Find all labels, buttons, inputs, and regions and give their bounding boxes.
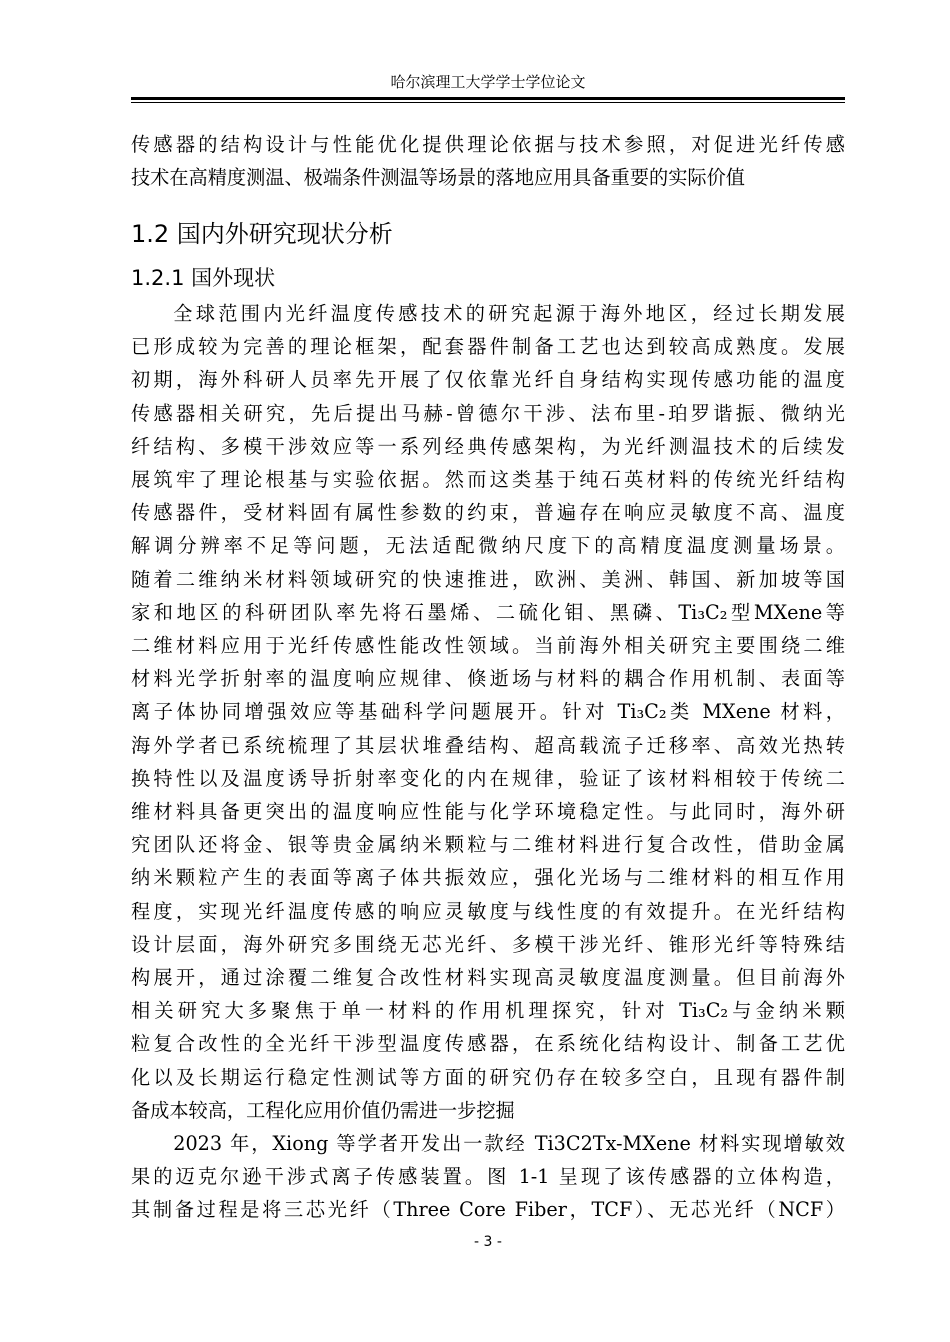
text-line: 程度，实现光纤温度传感的响应灵敏度与线性度的有效提升。在光纤结构 [131, 899, 845, 923]
text-line: 备成本较高，工程化应用价值仍需进一步挖掘 [131, 1098, 515, 1122]
paragraph-xiong [131, 1127, 845, 1227]
text-line: 果的迈克尔逊干涉式离子传感装置。图 1-1 呈现了该传感器的立体构造， [131, 1165, 845, 1189]
subsection-heading: 1.2.1 国外现状 [131, 266, 276, 290]
text-line: 构展开，通过涂覆二维复合改性材料实现高灵敏度温度测量。但目前海外 [131, 966, 845, 990]
text-line: 海外学者已系统梳理了其层状堆叠结构、超高载流子迁移率、高效光热转 [131, 733, 845, 757]
text-line: 相关研究大多聚焦于单一材料的作用机理探究，针对 Ti₃C₂与金纳米颗 [131, 999, 845, 1023]
text-line: 换特性以及温度诱导折射率变化的内在规律，验证了该材料相较于传统二 [131, 766, 845, 790]
text-line: 其制备过程是将三芯光纤（Three Core Fiber，TCF）、无芯光纤（NCF） [131, 1198, 845, 1222]
text-line: 材料光学折射率的温度响应规律、倏逝场与材料的耦合作用机制、表面等 [131, 667, 845, 691]
text-line: 随着二维纳米材料领域研究的快速推进，欧洲、美洲、韩国、新加坡等国 [131, 567, 845, 591]
text-line: 纤结构、多模干涉效应等一系列经典传感架构，为光纤测温技术的后续发 [131, 434, 845, 458]
text-line: 家和地区的科研团队率先将石墨烯、二硫化钼、黑磷、Ti₃C₂型MXene等 [131, 600, 845, 624]
text-line: 化以及长期运行稳定性测试等方面的研究仍存在较多空白，且现有器件制 [131, 1065, 845, 1089]
text-line: 初期，海外科研人员率先开展了仅依靠光纤自身结构实现传感功能的温度 [131, 368, 845, 392]
text-line: 技术在高精度测温、极端条件测温等场景的落地应用具备重要的实际价值 [131, 166, 745, 190]
text-line: 全球范围内光纤温度传感技术的研究起源于海外地区，经过长期发展 [173, 302, 845, 325]
text-line: 展筑牢了理论根基与实验依据。然而这类基于纯石英材料的传统光纤结构 [131, 468, 845, 492]
running-header: 哈尔滨理工大学学士学位论文 [390, 73, 586, 91]
continued-paragraph [131, 128, 845, 194]
text-line: 2023 年，Xiong 等学者开发出一款经 Ti3C2Tx-MXene 材料实现增敏效 [173, 1132, 845, 1155]
paragraph-foreign-status [131, 297, 845, 1127]
text-line: 设计层面，海外研究多围绕无芯光纤、多模干涉光纤、锥形光纤等特殊结 [131, 932, 845, 956]
text-line: 离子体协同增强效应等基础科学问题展开。针对 Ti₃C₂类 MXene 材料， [131, 700, 845, 724]
header-rule-thin [131, 102, 845, 103]
text-line: 纳米颗粒产生的表面等离子体共振效应，强化光场与二维材料的相互作用 [131, 866, 845, 890]
text-line: 维材料具备更突出的温度响应性能与化学环境稳定性。与此同时，海外研 [131, 800, 845, 824]
text-line: 二维材料应用于光纤传感性能改性领域。当前海外相关研究主要围绕二维 [131, 634, 845, 658]
text-line: 传感器的结构设计与性能优化提供理论依据与技术参照，对促进光纤传感 [131, 133, 845, 156]
text-line: 解调分辨率不足等问题，无法适配微纳尺度下的高精度温度测量场景。 [131, 534, 845, 558]
text-line: 究团队还将金、银等贵金属纳米颗粒与二维材料进行复合改性，借助金属 [131, 833, 845, 857]
section-heading: 1.2 国内外研究现状分析 [131, 220, 393, 248]
text-line: 已形成较为完善的理论框架，配套器件制备工艺也达到较高成熟度。发展 [131, 335, 845, 359]
header-rule [131, 97, 845, 100]
text-line: 传感器相关研究，先后提出马赫-曾德尔干涉、法布里-珀罗谐振、微纳光 [131, 401, 845, 425]
text-line: 传感器件，受材料固有属性参数的约束，普遍存在响应灵敏度不高、温度 [131, 501, 845, 525]
text-line: 粒复合改性的全光纤干涉型温度传感器，在系统化结构设计、制备工艺优 [131, 1032, 845, 1056]
page-number: - 3 - [474, 1234, 502, 1250]
